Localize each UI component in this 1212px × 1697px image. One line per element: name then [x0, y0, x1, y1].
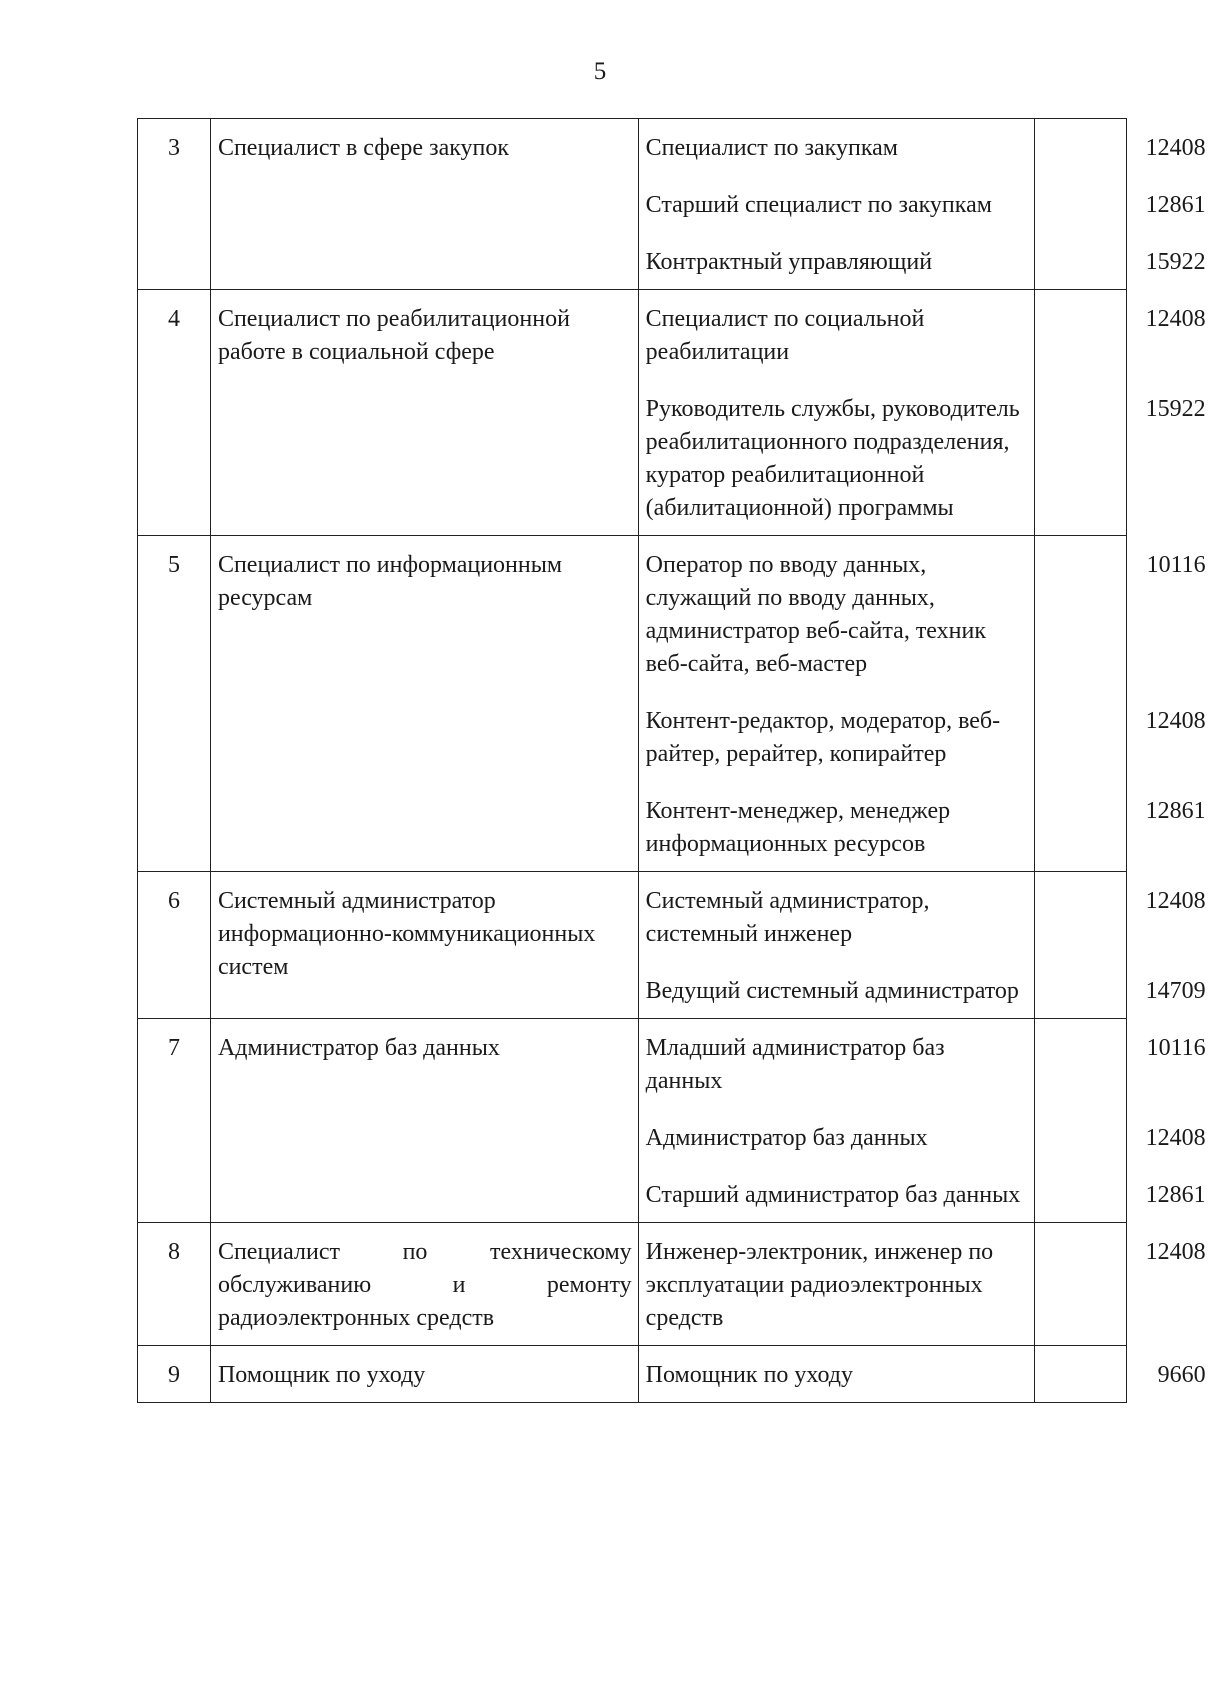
row-number-cell — [138, 1346, 211, 1403]
position-title: Специалист по закупкам — [645, 135, 898, 161]
position-title: Контент-менеджер, менеджер информационных ресурсов — [645, 798, 951, 857]
row-number-cell — [138, 119, 211, 290]
table-row — [138, 1346, 1127, 1403]
position-entry — [639, 189, 1206, 222]
salary-value: 12408 — [1145, 708, 1206, 734]
salary-value: 15922 — [1145, 249, 1206, 275]
salary-value: 9660 — [1157, 1362, 1206, 1388]
qualification-group: Специалист по техническому обслуживанию и ремонту радиоэлектронных средств — [217, 1239, 632, 1331]
salary-value: 10116 — [1146, 1035, 1206, 1061]
qualification-group: Администратор баз данных — [217, 1035, 500, 1061]
row-number: 6 — [167, 888, 180, 914]
salary-value: 12408 — [1145, 1125, 1206, 1151]
position-title: Помощник по уходу — [645, 1362, 854, 1388]
salary-value: 12408 — [1145, 888, 1206, 914]
salary-value: 12408 — [1145, 1239, 1206, 1265]
salary-value: 12861 — [1145, 798, 1206, 824]
salary-value: 15922 — [1145, 396, 1206, 422]
position-entry — [639, 1236, 1206, 1335]
salary-value: 10116 — [1146, 552, 1206, 578]
salary-value: 12408 — [1145, 306, 1206, 332]
positions-cell — [638, 1223, 1206, 1346]
position-entry — [639, 795, 1206, 861]
salary-value: 12861 — [1145, 1182, 1206, 1208]
row-number-cell — [138, 1223, 211, 1346]
row-number: 3 — [167, 135, 180, 161]
row-number: 8 — [167, 1239, 180, 1265]
position-title: Старший администратор баз данных — [645, 1182, 1021, 1208]
positions-salary-table — [137, 118, 1206, 1403]
position-list — [639, 536, 1206, 871]
position-title: Ведущий системный администратор — [645, 978, 1019, 1004]
row-number: 9 — [167, 1362, 180, 1388]
row-number-cell — [138, 872, 211, 1019]
position-entry — [639, 303, 1206, 369]
table-row — [138, 536, 1127, 872]
position-title: Руководитель службы, руководитель реабилитационного подразделения, куратор реабилитационной (абилитационной) программы — [645, 396, 1020, 521]
qualification-group-cell — [210, 872, 638, 1019]
table-row — [138, 290, 1127, 536]
positions-cell — [638, 119, 1206, 290]
qualification-group: Специалист в сфере закупок — [217, 135, 510, 161]
position-title: Специалист по социальной реабилитации — [645, 306, 925, 365]
position-title: Младший администратор баз данных — [645, 1035, 945, 1094]
positions-cell — [638, 872, 1206, 1019]
position-list — [639, 1019, 1206, 1222]
positions-cell — [638, 536, 1206, 872]
position-list — [639, 1346, 1206, 1402]
table-row — [138, 1223, 1127, 1346]
row-number: 5 — [167, 552, 180, 578]
positions-cell — [638, 290, 1206, 536]
positions-cell — [638, 1346, 1206, 1403]
position-entry — [639, 885, 1206, 951]
position-entry — [639, 393, 1206, 525]
table-row — [138, 119, 1127, 290]
table-row — [138, 1019, 1127, 1223]
salary-value: 12861 — [1145, 192, 1206, 218]
position-title: Старший специалист по закупкам — [645, 192, 992, 218]
position-entry — [639, 1032, 1206, 1098]
position-entry — [639, 549, 1206, 681]
qualification-group: Системный администратор информационно-коммуникационных систем — [217, 888, 596, 980]
table-body — [138, 119, 1206, 1403]
salary-value: 12408 — [1145, 135, 1206, 161]
page-number: 5 — [593, 58, 607, 85]
row-number-cell — [138, 536, 211, 872]
positions-cell — [638, 1019, 1206, 1223]
position-title: Инженер-электроник, инженер по эксплуатации радиоэлектронных средств — [645, 1239, 994, 1331]
position-list — [639, 290, 1206, 535]
position-title: Оператор по вводу данных, служащий по вводу данных, администратор веб-сайта, техник веб-сайта, веб-мастер — [645, 552, 986, 677]
qualification-group-cell — [210, 1346, 638, 1403]
row-number: 4 — [167, 306, 180, 332]
qualification-group: Специалист по реабилитационной работе в социальной сфере — [217, 306, 570, 365]
position-entry — [639, 246, 1206, 279]
position-entry — [639, 132, 1206, 165]
position-title: Контент-редактор, модератор, веб-райтер, рерайтер, копирайтер — [645, 708, 1001, 767]
qualification-group-cell — [210, 536, 638, 872]
table-row — [138, 872, 1127, 1019]
position-title: Контрактный управляющий — [645, 249, 933, 275]
qualification-group: Специалист по информационным ресурсам — [217, 552, 563, 611]
qualification-group-cell — [210, 1223, 638, 1346]
row-number-cell — [138, 1019, 211, 1223]
position-title: Администратор баз данных — [645, 1125, 928, 1151]
qualification-group-cell — [210, 1019, 638, 1223]
position-entry — [639, 1179, 1206, 1212]
position-entry — [639, 975, 1206, 1008]
position-entry — [639, 705, 1206, 771]
qualification-group: Помощник по уходу — [217, 1362, 426, 1388]
qualification-group-cell — [210, 290, 638, 536]
row-number: 7 — [167, 1035, 180, 1061]
position-list — [639, 119, 1206, 289]
position-entry — [639, 1122, 1206, 1155]
position-title: Системный администратор, системный инженер — [645, 888, 930, 947]
salary-value: 14709 — [1145, 978, 1206, 1004]
position-list — [639, 872, 1206, 1018]
qualification-group-cell — [210, 119, 638, 290]
row-number-cell — [138, 290, 211, 536]
position-list — [639, 1223, 1206, 1345]
position-entry — [639, 1359, 1206, 1392]
